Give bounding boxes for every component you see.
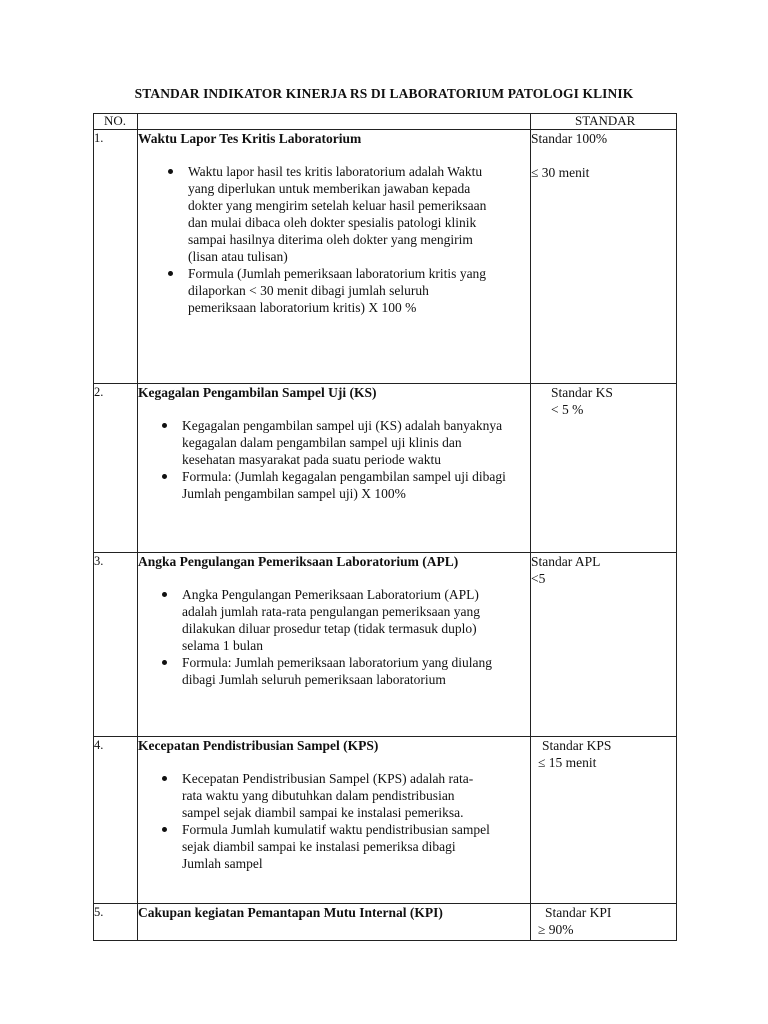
row-number: 3. bbox=[94, 553, 138, 737]
row-standard bbox=[531, 737, 677, 904]
bullet-icon bbox=[168, 169, 173, 174]
row-number: 1. bbox=[94, 130, 138, 384]
row-description bbox=[138, 384, 531, 553]
row-description bbox=[138, 737, 531, 904]
standard-label: Standar APL bbox=[531, 554, 601, 569]
row-number: 5. bbox=[94, 904, 138, 941]
point-text: Angka Pengulangan Pemeriksaan Laboratorium (APL) adalah jumlah rata-rata pengulangan pemeriksaan yang dilakukan diluar prosedur tetap (tidak termasuk duplo) selama 1 bulan bbox=[182, 587, 480, 653]
row-standard bbox=[531, 130, 677, 384]
header-standar: STANDAR bbox=[531, 114, 677, 130]
standard-value: ≤ 30 menit bbox=[531, 165, 590, 180]
indicator-title: Waktu Lapor Tes Kritis Laboratorium bbox=[138, 131, 362, 146]
page-title: STANDAR INDIKATOR KINERJA RS DI LABORATORIUM PATOLOGI KLINIK bbox=[134, 86, 634, 101]
table-header-row bbox=[94, 114, 677, 130]
standard-value: ≥ 90% bbox=[538, 922, 574, 937]
point-text: Formula: Jumlah pemeriksaan laboratorium yang diulang dibagi Jumlah seluruh pemeriksaan laboratorium bbox=[182, 655, 493, 687]
standard-label: Standar KS bbox=[551, 385, 613, 400]
row-description bbox=[138, 904, 531, 941]
table-row bbox=[94, 130, 677, 384]
point-text: Kecepatan Pendistribusian Sampel (KPS) adalah rata-rata waktu yang dibutuhkan dalam pendistribusian sampel sejak diambil sampai ke instalasi pemeriksa. bbox=[182, 771, 474, 820]
list-item bbox=[182, 468, 510, 502]
standard-value: ≤ 15 menit bbox=[538, 755, 597, 770]
table-row bbox=[94, 904, 677, 941]
list-item bbox=[182, 586, 510, 654]
indicator-points bbox=[138, 417, 530, 502]
row-standard bbox=[531, 553, 677, 737]
header-description bbox=[138, 114, 531, 130]
bullet-icon bbox=[162, 423, 167, 428]
indicator-title: Cakupan kegiatan Pemantapan Mutu Internal (KPI) bbox=[138, 905, 443, 920]
row-standard bbox=[531, 904, 677, 941]
indicator-table bbox=[93, 113, 677, 941]
row-number: 2. bbox=[94, 384, 138, 553]
list-item bbox=[182, 770, 490, 821]
bullet-icon bbox=[162, 660, 167, 665]
point-text: Formula Jumlah kumulatif waktu pendistribusian sampel sejak diambil sampai ke instalasi pemeriksa dibagi Jumlah sampel bbox=[182, 822, 490, 871]
indicator-points bbox=[138, 163, 530, 316]
list-item bbox=[182, 654, 510, 688]
list-item bbox=[182, 821, 490, 872]
list-item bbox=[182, 417, 510, 468]
row-standard bbox=[531, 384, 677, 553]
point-text: Waktu lapor hasil tes kritis laboratorium adalah Waktu yang diperlukan untuk memberikan jawaban kepada dokter yang mengirim setelah keluar hasil pemeriksaan dan mulai dibaca oleh dokter spesialis patologi klinik sampai hasilnya diterima oleh dokter yang mengirim (lisan atau tulisan) bbox=[188, 164, 487, 264]
bullet-icon bbox=[162, 827, 167, 832]
point-text: Formula: (Jumlah kegagalan pengambilan sampel uji dibagi Jumlah pengambilan sampel uji) X 100% bbox=[182, 469, 506, 501]
standard-label: Standar 100% bbox=[531, 131, 608, 146]
list-item bbox=[188, 163, 500, 265]
bullet-icon bbox=[162, 592, 167, 597]
table-row bbox=[94, 553, 677, 737]
bullet-icon bbox=[168, 271, 173, 276]
indicator-points bbox=[138, 770, 530, 872]
row-description bbox=[138, 130, 531, 384]
table-row bbox=[94, 737, 677, 904]
header-no: NO. bbox=[94, 114, 138, 130]
row-number: 4. bbox=[94, 737, 138, 904]
bullet-icon bbox=[162, 474, 167, 479]
indicator-points bbox=[138, 586, 530, 688]
indicator-title: Angka Pengulangan Pemeriksaan Laboratorium (APL) bbox=[138, 554, 459, 569]
standard-value: <5 bbox=[531, 571, 546, 586]
point-text: Formula (Jumlah pemeriksaan laboratorium kritis yang dilaporkan < 30 menit dibagi jumlah seluruh pemeriksaan laboratorium kritis) X 100 % bbox=[188, 266, 487, 315]
indicator-title: Kecepatan Pendistribusian Sampel (KPS) bbox=[138, 738, 379, 753]
list-item bbox=[188, 265, 500, 316]
standard-value: < 5 % bbox=[551, 402, 584, 417]
table-row bbox=[94, 384, 677, 553]
row-description bbox=[138, 553, 531, 737]
standard-label: Standar KPS bbox=[542, 738, 612, 753]
indicator-title: Kegagalan Pengambilan Sampel Uji (KS) bbox=[138, 385, 377, 400]
point-text: Kegagalan pengambilan sampel uji (KS) adalah banyaknya kegagalan dalam pengambilan sampel uji klinis dan kesehatan masyarakat pada suatu periode waktu bbox=[182, 418, 503, 467]
standard-label: Standar KPI bbox=[545, 905, 612, 920]
bullet-icon bbox=[162, 776, 167, 781]
